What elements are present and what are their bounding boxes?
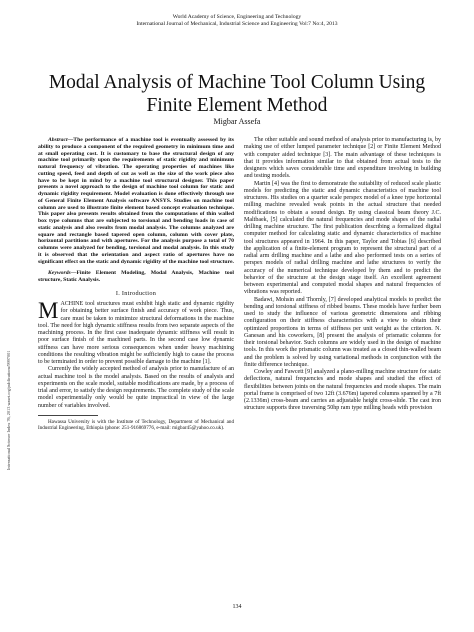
journal-header (0, 14, 474, 28)
right-column (244, 137, 441, 413)
keywords-label: Keywords (48, 270, 71, 277)
intro-paragraph-1 (38, 298, 234, 366)
drop-cap: M (38, 298, 59, 323)
page-number: 134 (232, 604, 242, 610)
paper-title (0, 71, 474, 117)
right-paragraph-4: Cowley and Fawcett [9] analyzed a plano-milling machine structure for static deflections, natural frequencies and mode shapes and studied the effect of flexibilities between joints on the natural frequencies and mode shapes. The main portal frame is comprised of two 12ft (3.676m) tapered columns spanned by a 7ft (2.1336m) cross-beam and carries an adjustable height cross-slide. The cast iron structure supports three traversing 50hp ram type milling heads with provision (244, 369, 441, 412)
keywords (38, 270, 234, 284)
journal-volume: International Journal of Mechanical, Industrial Science and Engineering Vol:7 No:4, 2013 (136, 21, 338, 27)
intro-paragraph-2: Currently the widely accepted method of analysis prior to manufacture of an actual machine tool is the model analysis. Based on the results of analysis and experiments on the scale model, suitable modifications are made, by a process of trial and error, to satisfy the design requirements. The complete study of the scale model experimentally only would be quite impractical in view of the large number of variables involved. (38, 366, 234, 409)
abstract-label: Abstract (48, 137, 68, 143)
keywords-text: —Finite Element Modeling, Modal Analysis, Machine tool structure, Static Analysis. (38, 270, 234, 283)
author-name: Migbar Assefa (213, 117, 261, 126)
right-paragraph-3: Badawi, Mohsin and Thornly, [7] developed analytical models to predict the bending and torsional stiffness of ribbed beams. These models have further been used to study the influence of various geometric dimensions and ribbing configuration on their stiffness characteristics with a view to obtain their optimized proportions in terms of stiffness per unit weight as the criterion. N. Ganesan and his coworkers, [8] present the analysis of prismatic columns for their torsional behavior. Such columns are widely used in the design of machine tools. In this work the prismatic column was treated as a closed thin-walled beam and the problem is solved by using variational methods in conjunction with the finite difference technique. (244, 296, 441, 368)
left-column (38, 137, 234, 431)
right-paragraph-2: Martin [4] was the first to demonstrate the suitability of reduced scale plastic models for predicting the static and dynamic characteristics of machine tool structures. His studies on a quarter scale perspex model of a knee type horizontal milling machine revealed weak points in the actual structure that needed modifications to obtain a sound design. By using classical beam theory J.C. Maltbaek, [5] calculated the natural frequencies and mode shapes of the radial drilling machine structure. The first publication describing a formalized digital computer method for calculating static and dynamic characteristics of machine tool structures appeared in 1964. In this paper, Taylor and Tobias [6] described the application of a finite-element program to represent the structural part of a radial arm drilling machine and a lathe and also performed tests on a series of perspex models of radial drilling machine and lathe structures to verify the accuracy of the numerical technique developed by them and to predict the behavior of the structure at the design stage itself. An excellent agreement between experimental and computed modal shapes and natural frequencies of vibrations was reported. (244, 180, 441, 296)
author-footnote: Hawassa University is with the Institute of Technology, Department of Mechanical and Industrial Engineering, Ethiopia (phone: 251-916869776, e-mail: migbar45@yahoo.co.uk). (38, 418, 234, 431)
section-heading: I. Introduction (115, 289, 157, 297)
title-line-1: Modal Analysis of Machine Tool Column Using (48, 72, 426, 93)
abstract (38, 137, 234, 265)
abstract-text: —The performance of a machine tool is eventually assessed by its ability to produce a component of the required geometry in minimum time and at small operating cost. It is customary to base the structural design of any machine tool primarily upon the requirements of static rigidity and minimum natural frequency of vibration. The operating properties of machines like cutting speed, feed and depth of cut as well as the size of the work piece also have to be kept in mind by a machine tool structural designer. This paper presents a novel approach to the design of machine tool column for static and dynamic rigidity requirement. Model evaluation is done effectively through use of General Finite Element Analysis software ANSYS. Studies on machine tool column are used to illustrate finite element based concept evaluation technique. This paper also presents results obtained from the computations of thin walled box type columns that are subjected to torsional and bending loads in case of static analysis and also results from modal analysis. The columns analyzed are square and rectangle based tapered open column, column with cover plate, horizontal partitions and with apertures. For the analysis purpose a total of 70 columns were analyzed for bending, torsional and modal analysis. In this study it is observed that the orientation and aspect ratio of apertures have no significant effect on the static and dynamic rigidity of the machine tool structure. (38, 137, 234, 265)
title-line-2: Finite Element Method (146, 95, 328, 116)
right-paragraph-1: The other suitable and sound method of analysis prior to manufacturing is, by making use of either lumped parameter technique [2] or Finite Element Method with computer aided technique [3]. The main advantage of these techniques is that it provides information similar to that obtained from actual tests to the designers which saves considerable time and expenditure involving in building and testing models. (244, 137, 441, 180)
index-sidebar: International Science Index 76, 2013 waset.org/publications/9997001 (6, 350, 11, 470)
footnote-divider (38, 415, 98, 416)
intro-paragraph-1-text: ACHINE tool structures must exhibit high static and dynamic rigidity for obtaining better surface finish and accuracy of work piece. Thus, care must be taken to minimize structural deformations in the machine tool. The need for high dynamic stiffness results from two separate aspects of the machining process. In the first case inadequate dynamic stiffness will result in poor surface finish of the machined parts. In the second case low dynamic stiffness can have more serious consequences when under heavy machining conditions the resulting vibration might be sufficiently high to cause the process to be terminated in order to prevent possible damage to the machine [1]. (38, 301, 234, 365)
journal-name: World Academy of Science, Engineering and Technology (172, 14, 302, 20)
